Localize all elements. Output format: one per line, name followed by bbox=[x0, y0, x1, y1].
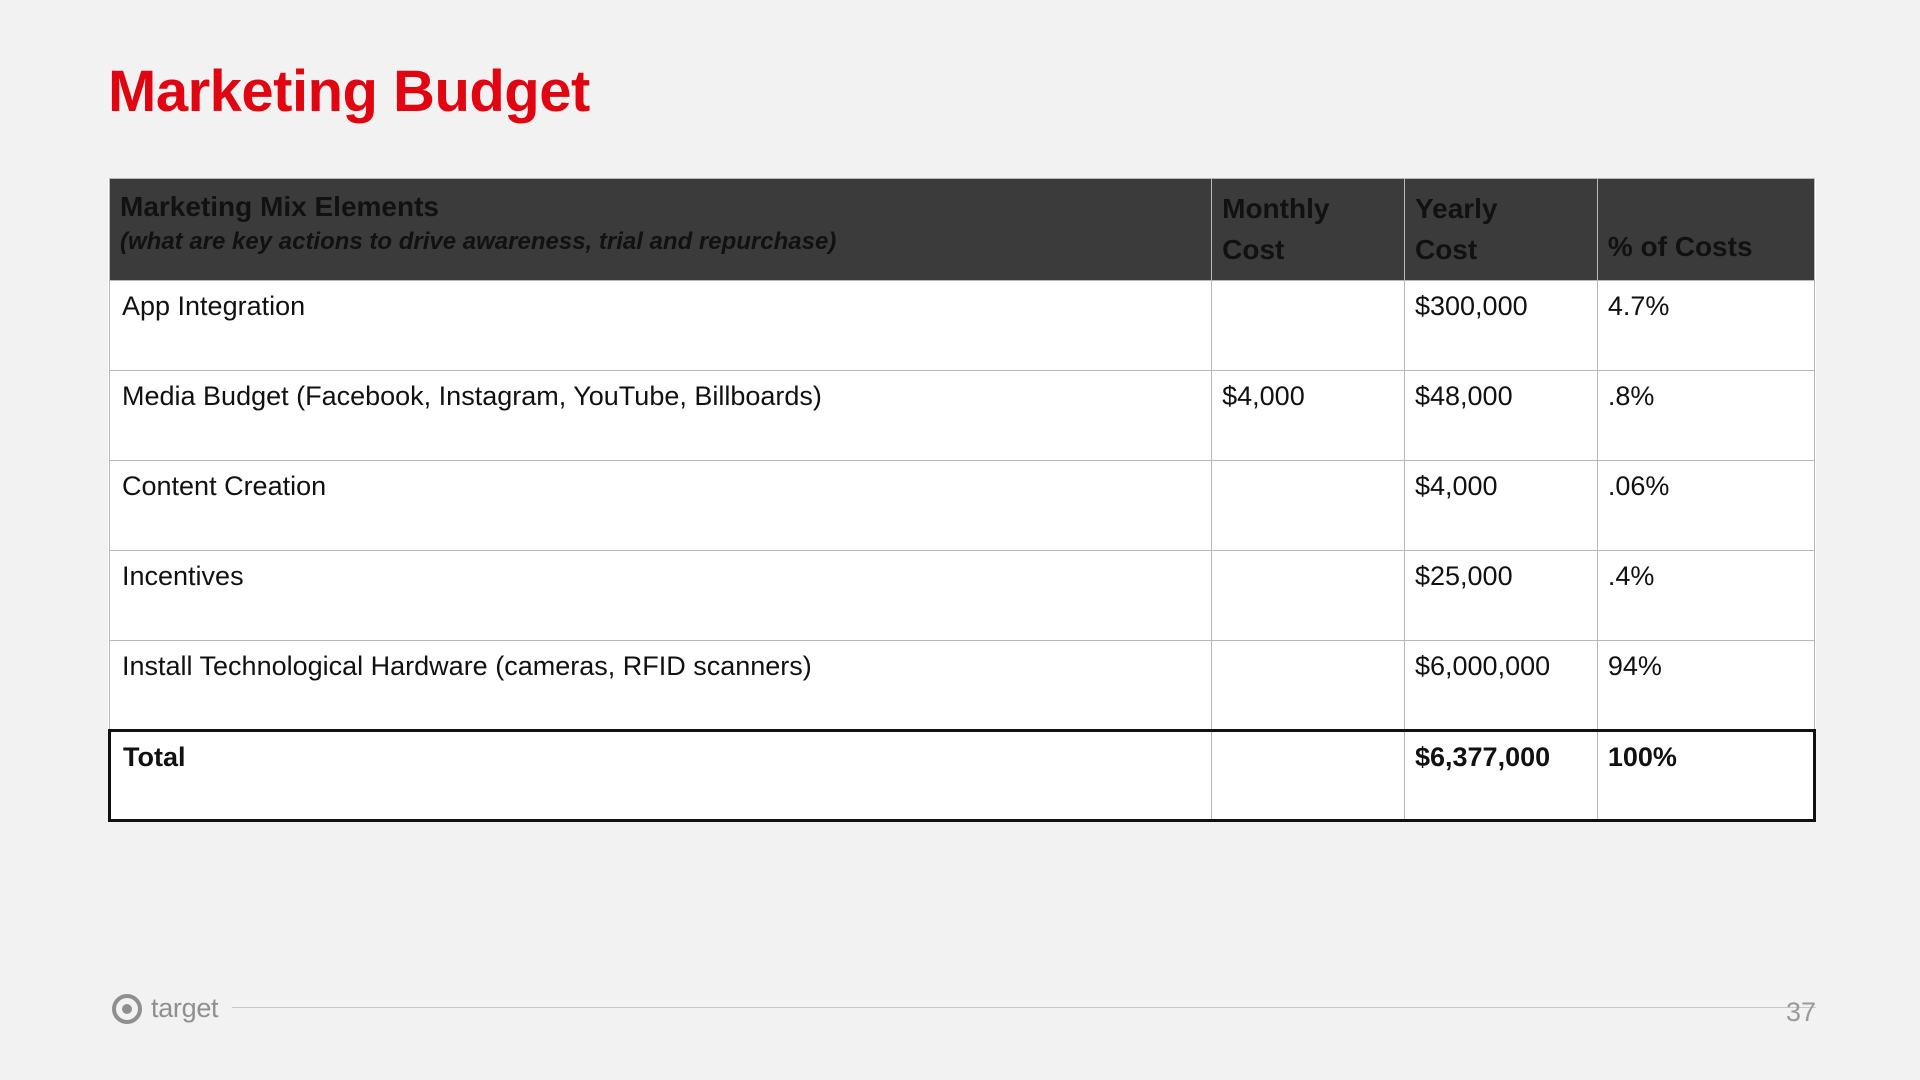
cell-yearly-cost: $6,000,000 bbox=[1404, 641, 1597, 731]
cell-element: Content Creation bbox=[110, 461, 1212, 551]
cell-total-percent-of-costs: 100% bbox=[1597, 731, 1814, 821]
column-header-yearly-cost bbox=[1404, 179, 1597, 281]
cell-total-monthly-cost bbox=[1212, 731, 1405, 821]
marketing-budget-table bbox=[108, 178, 1816, 822]
cell-yearly-cost: $48,000 bbox=[1404, 371, 1597, 461]
page-title: Marketing Budget bbox=[108, 59, 590, 124]
table-body bbox=[110, 281, 1815, 821]
target-bullseye-icon bbox=[112, 994, 142, 1024]
column-header-monthly-line2: Cost bbox=[1222, 233, 1285, 265]
logo-label: target bbox=[151, 993, 219, 1023]
column-header-elements-subtitle: (what are key actions to drive awareness, trial and repurchase) bbox=[120, 228, 837, 255]
cell-percent-of-costs: .8% bbox=[1597, 371, 1814, 461]
cell-percent-of-costs: .4% bbox=[1597, 551, 1814, 641]
cell-monthly-cost bbox=[1212, 461, 1405, 551]
brand-logo bbox=[112, 993, 218, 1024]
footer-divider bbox=[232, 1007, 1816, 1008]
column-header-elements bbox=[110, 179, 1212, 281]
table-row bbox=[110, 461, 1815, 551]
table-row bbox=[110, 641, 1815, 731]
column-header-monthly-cost bbox=[1212, 179, 1405, 281]
cell-percent-of-costs: 94% bbox=[1597, 641, 1814, 731]
cell-monthly-cost: $4,000 bbox=[1212, 371, 1405, 461]
cell-monthly-cost bbox=[1212, 281, 1405, 371]
cell-element: Install Technological Hardware (cameras, RFID scanners) bbox=[110, 641, 1212, 731]
cell-monthly-cost bbox=[1212, 551, 1405, 641]
cell-yearly-cost: $4,000 bbox=[1404, 461, 1597, 551]
column-header-monthly-line1: Monthly bbox=[1222, 193, 1330, 224]
cell-element: App Integration bbox=[110, 281, 1212, 371]
table-row bbox=[110, 371, 1815, 461]
column-header-percent-of-costs bbox=[1597, 179, 1814, 281]
column-header-percent-label: % of Costs bbox=[1607, 231, 1753, 262]
column-header-yearly-line2: Cost bbox=[1414, 233, 1478, 265]
table-header-row bbox=[110, 179, 1815, 281]
table-row bbox=[110, 281, 1815, 371]
cell-monthly-cost bbox=[1212, 641, 1405, 731]
cell-yearly-cost: $300,000 bbox=[1404, 281, 1597, 371]
table-header bbox=[110, 179, 1815, 281]
cell-element: Incentives bbox=[110, 551, 1212, 641]
column-header-yearly-line1: Yearly bbox=[1414, 193, 1498, 224]
page-number: 37 bbox=[1785, 997, 1816, 1027]
cell-percent-of-costs: .06% bbox=[1597, 461, 1814, 551]
table-row bbox=[110, 551, 1815, 641]
cell-total-yearly-cost: $6,377,000 bbox=[1404, 731, 1597, 821]
column-header-elements-title: Marketing Mix Elements bbox=[120, 191, 439, 222]
table-total-row bbox=[110, 731, 1815, 821]
cell-element: Media Budget (Facebook, Instagram, YouTube, Billboards) bbox=[110, 371, 1212, 461]
cell-total-label: Total bbox=[110, 731, 1212, 821]
cell-percent-of-costs: 4.7% bbox=[1597, 281, 1814, 371]
cell-yearly-cost: $25,000 bbox=[1404, 551, 1597, 641]
